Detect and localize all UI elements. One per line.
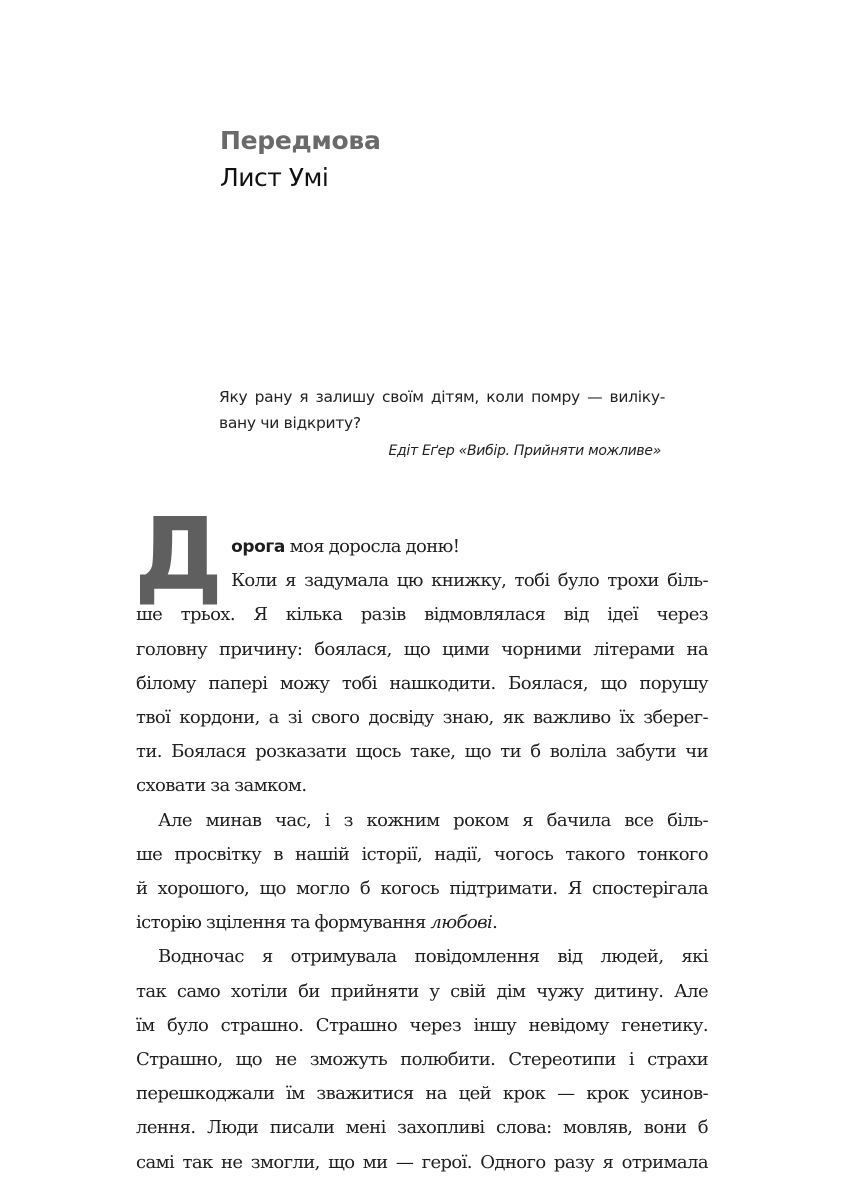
text-line: так само хотіли би прийняти у свій дім чужу дитину. Але xyxy=(136,980,708,1002)
epigraph xyxy=(219,384,665,464)
text-line: ти. Боялася розказати щось таке, що ти б воліла забути чи xyxy=(136,741,708,763)
text-line: ше трьох. Я кілька разів відмовлялася від ідеї через xyxy=(136,604,708,626)
epigraph-line: Яку рану я залишу своїм дітям, коли помру — виліку- xyxy=(219,388,665,406)
epigraph-line: вану чи відкриту? xyxy=(219,414,361,432)
paragraph-2 xyxy=(136,804,708,941)
text-line: історію зцілення та формування xyxy=(136,912,431,934)
section-label: Передмова xyxy=(220,126,381,155)
text-line: лення. Люди писали мені захопливі слова: мовляв, вони б xyxy=(136,1117,708,1139)
lead-word: орога xyxy=(231,537,285,557)
paragraph-3 xyxy=(136,940,708,1179)
drop-cap: Д xyxy=(134,496,224,613)
text-line: твої кордони, а зі свого досвіду знаю, як важливо їх зберег- xyxy=(136,707,708,729)
text-line: Страшно, що не зможуть полюбити. Стереотипи і страхи xyxy=(136,1049,708,1071)
text-line: сховати за замком. xyxy=(136,775,307,797)
text-line: перешкоджали їм зважитися на цей крок — крок усинов- xyxy=(136,1083,708,1105)
punctuation: . xyxy=(492,912,498,934)
text-line: ше просвітку в нашій історії, надії, чогось такого тонкого xyxy=(136,843,708,865)
epigraph-source: Едіт Еґер «Вибір. Прийняти можливе» xyxy=(388,443,661,459)
text-line: Водночас я отримувала повідомлення від людей, які xyxy=(158,946,708,968)
text-line: головну причину: боялася, що цими чорними літерами на xyxy=(136,638,708,660)
text-line: їм було страшно. Страшно через іншу невідому генетику. xyxy=(136,1014,708,1036)
text-line: й хорошого, що могло б когось підтримати. Я спостерігала xyxy=(136,878,708,900)
paragraph-1 xyxy=(134,496,708,804)
chapter-title: Лист Умі xyxy=(220,163,329,192)
text-line: Коли я задумала цю книжку, тобі було трохи біль- xyxy=(231,570,708,592)
body-text xyxy=(134,496,708,1180)
chapter-heading xyxy=(220,124,381,198)
text-line: самі так не змогли, що ми — герої. Одного разу я отримала xyxy=(136,1151,708,1173)
text-line: білому папері можу тобі нашкодити. Боялася, що порушу xyxy=(136,672,708,694)
text-line: Але минав час, і з кожним роком я бачила все біль- xyxy=(158,809,708,831)
emphasis: любові xyxy=(430,912,493,934)
text-line: моя доросла доню! xyxy=(284,536,460,557)
